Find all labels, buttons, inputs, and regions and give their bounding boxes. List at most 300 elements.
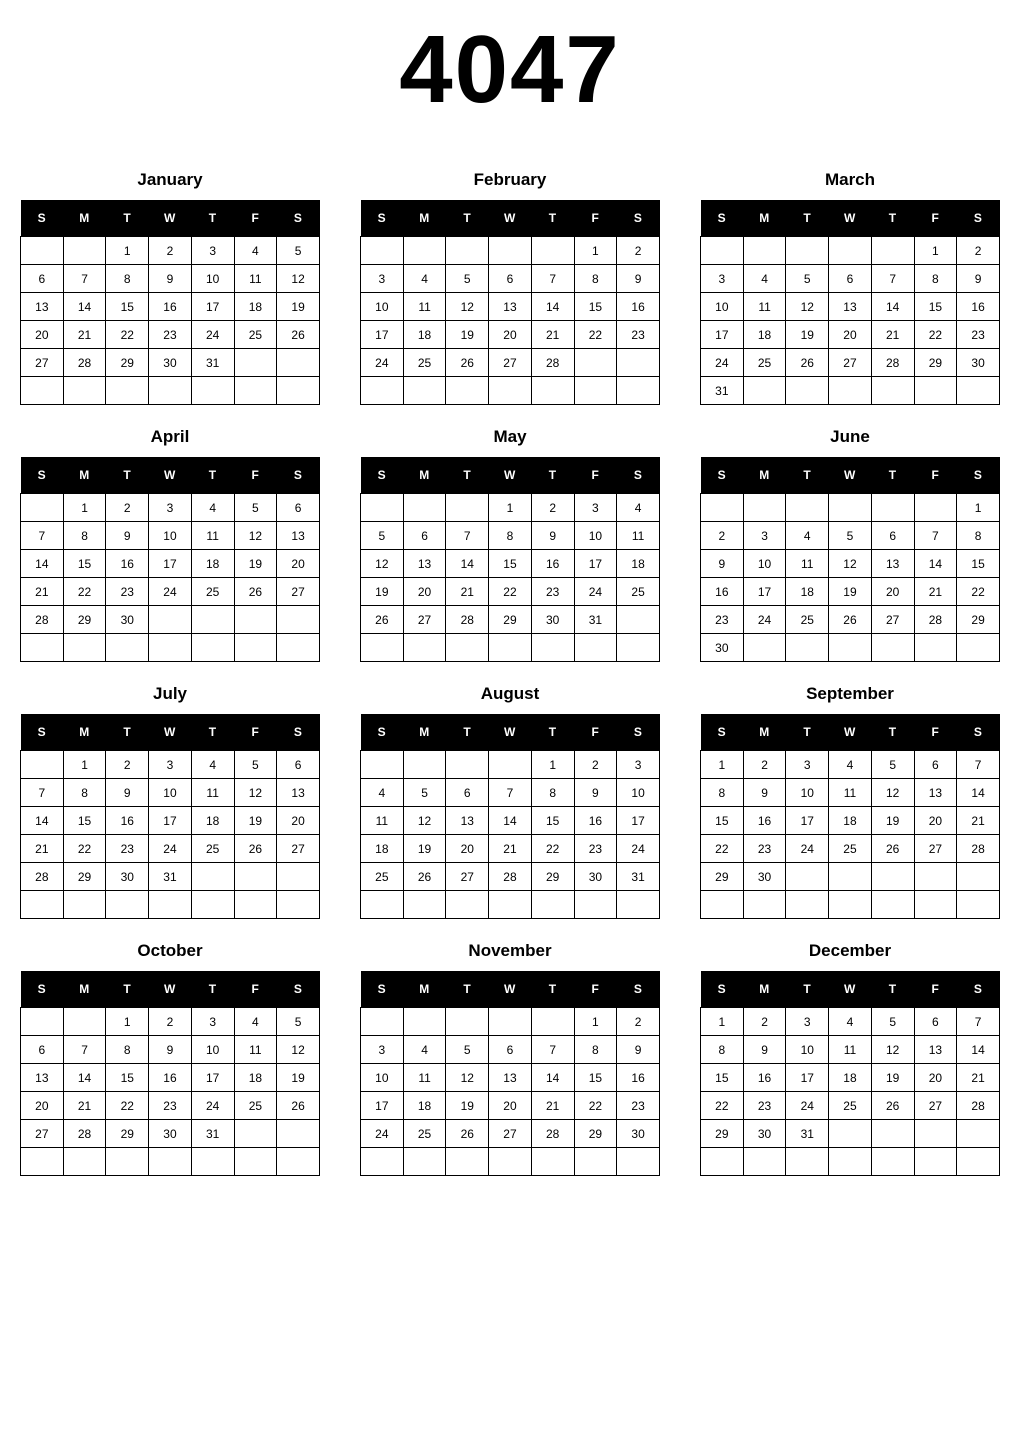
day-cell[interactable]: 11 xyxy=(361,807,404,835)
day-cell[interactable]: 28 xyxy=(531,349,574,377)
day-cell[interactable]: 3 xyxy=(786,751,829,779)
day-cell[interactable]: 5 xyxy=(277,1008,320,1036)
day-cell[interactable]: 20 xyxy=(21,1092,64,1120)
day-cell[interactable]: 12 xyxy=(446,293,489,321)
day-cell[interactable]: 8 xyxy=(106,1036,149,1064)
day-cell[interactable]: 2 xyxy=(106,494,149,522)
day-cell[interactable]: 20 xyxy=(871,578,914,606)
day-cell[interactable]: 12 xyxy=(234,779,277,807)
day-cell[interactable]: 23 xyxy=(149,1092,192,1120)
day-cell[interactable]: 19 xyxy=(446,1092,489,1120)
day-cell[interactable]: 15 xyxy=(63,550,106,578)
day-cell[interactable]: 14 xyxy=(63,293,106,321)
day-cell[interactable]: 19 xyxy=(361,578,404,606)
day-cell[interactable]: 13 xyxy=(914,779,957,807)
day-cell[interactable]: 18 xyxy=(829,807,872,835)
day-cell[interactable]: 23 xyxy=(617,1092,660,1120)
day-cell[interactable]: 1 xyxy=(63,751,106,779)
day-cell[interactable]: 11 xyxy=(234,1036,277,1064)
day-cell[interactable]: 6 xyxy=(277,494,320,522)
day-cell[interactable]: 11 xyxy=(191,522,234,550)
day-cell[interactable]: 10 xyxy=(617,779,660,807)
day-cell[interactable]: 8 xyxy=(574,265,617,293)
day-cell[interactable]: 27 xyxy=(277,578,320,606)
day-cell[interactable]: 7 xyxy=(531,265,574,293)
day-cell[interactable]: 11 xyxy=(829,1036,872,1064)
day-cell[interactable]: 14 xyxy=(489,807,532,835)
day-cell[interactable]: 25 xyxy=(234,321,277,349)
day-cell[interactable]: 10 xyxy=(191,265,234,293)
day-cell[interactable]: 26 xyxy=(403,863,446,891)
day-cell[interactable]: 3 xyxy=(786,1008,829,1036)
day-cell[interactable]: 12 xyxy=(871,779,914,807)
day-cell[interactable]: 4 xyxy=(191,751,234,779)
day-cell[interactable]: 14 xyxy=(63,1064,106,1092)
day-cell[interactable]: 4 xyxy=(829,1008,872,1036)
day-cell[interactable]: 3 xyxy=(617,751,660,779)
day-cell[interactable]: 30 xyxy=(743,863,786,891)
day-cell[interactable]: 9 xyxy=(574,779,617,807)
day-cell[interactable]: 27 xyxy=(489,1120,532,1148)
day-cell[interactable]: 31 xyxy=(191,1120,234,1148)
day-cell[interactable]: 16 xyxy=(617,1064,660,1092)
day-cell[interactable]: 2 xyxy=(701,522,744,550)
day-cell[interactable]: 8 xyxy=(63,522,106,550)
day-cell[interactable]: 2 xyxy=(957,237,1000,265)
day-cell[interactable]: 18 xyxy=(403,321,446,349)
day-cell[interactable]: 25 xyxy=(743,349,786,377)
day-cell[interactable]: 28 xyxy=(446,606,489,634)
day-cell[interactable]: 18 xyxy=(786,578,829,606)
day-cell[interactable]: 11 xyxy=(403,293,446,321)
day-cell[interactable]: 5 xyxy=(234,751,277,779)
day-cell[interactable]: 27 xyxy=(914,1092,957,1120)
day-cell[interactable]: 24 xyxy=(191,1092,234,1120)
day-cell[interactable]: 3 xyxy=(743,522,786,550)
day-cell[interactable]: 31 xyxy=(574,606,617,634)
day-cell[interactable]: 29 xyxy=(701,863,744,891)
day-cell[interactable]: 1 xyxy=(957,494,1000,522)
day-cell[interactable]: 5 xyxy=(361,522,404,550)
day-cell[interactable]: 14 xyxy=(21,807,64,835)
day-cell[interactable]: 4 xyxy=(829,751,872,779)
day-cell[interactable]: 14 xyxy=(531,1064,574,1092)
day-cell[interactable]: 22 xyxy=(957,578,1000,606)
day-cell[interactable]: 17 xyxy=(149,550,192,578)
day-cell[interactable]: 1 xyxy=(106,1008,149,1036)
day-cell[interactable]: 30 xyxy=(149,1120,192,1148)
day-cell[interactable]: 13 xyxy=(489,1064,532,1092)
day-cell[interactable]: 29 xyxy=(106,349,149,377)
day-cell[interactable]: 26 xyxy=(277,321,320,349)
day-cell[interactable]: 11 xyxy=(829,779,872,807)
day-cell[interactable]: 20 xyxy=(829,321,872,349)
day-cell[interactable]: 18 xyxy=(403,1092,446,1120)
day-cell[interactable]: 12 xyxy=(234,522,277,550)
day-cell[interactable]: 17 xyxy=(786,807,829,835)
day-cell[interactable]: 27 xyxy=(21,349,64,377)
day-cell[interactable]: 18 xyxy=(361,835,404,863)
day-cell[interactable]: 26 xyxy=(234,835,277,863)
day-cell[interactable]: 4 xyxy=(743,265,786,293)
day-cell[interactable]: 3 xyxy=(361,265,404,293)
day-cell[interactable]: 17 xyxy=(191,293,234,321)
day-cell[interactable]: 23 xyxy=(531,578,574,606)
day-cell[interactable]: 17 xyxy=(361,321,404,349)
day-cell[interactable]: 20 xyxy=(914,1064,957,1092)
day-cell[interactable]: 14 xyxy=(446,550,489,578)
day-cell[interactable]: 18 xyxy=(191,550,234,578)
day-cell[interactable]: 5 xyxy=(234,494,277,522)
day-cell[interactable]: 3 xyxy=(149,494,192,522)
day-cell[interactable]: 23 xyxy=(149,321,192,349)
day-cell[interactable]: 23 xyxy=(701,606,744,634)
day-cell[interactable]: 21 xyxy=(63,321,106,349)
day-cell[interactable]: 29 xyxy=(106,1120,149,1148)
day-cell[interactable]: 29 xyxy=(63,863,106,891)
day-cell[interactable]: 7 xyxy=(914,522,957,550)
day-cell[interactable]: 22 xyxy=(106,321,149,349)
day-cell[interactable]: 19 xyxy=(446,321,489,349)
day-cell[interactable]: 7 xyxy=(531,1036,574,1064)
day-cell[interactable]: 2 xyxy=(149,237,192,265)
day-cell[interactable]: 9 xyxy=(617,265,660,293)
day-cell[interactable]: 13 xyxy=(277,779,320,807)
day-cell[interactable]: 24 xyxy=(786,1092,829,1120)
day-cell[interactable]: 13 xyxy=(871,550,914,578)
day-cell[interactable]: 2 xyxy=(106,751,149,779)
day-cell[interactable]: 4 xyxy=(403,1036,446,1064)
day-cell[interactable]: 4 xyxy=(191,494,234,522)
day-cell[interactable]: 30 xyxy=(106,863,149,891)
day-cell[interactable]: 15 xyxy=(574,1064,617,1092)
day-cell[interactable]: 26 xyxy=(277,1092,320,1120)
day-cell[interactable]: 11 xyxy=(617,522,660,550)
day-cell[interactable]: 19 xyxy=(277,1064,320,1092)
day-cell[interactable]: 16 xyxy=(957,293,1000,321)
day-cell[interactable]: 7 xyxy=(489,779,532,807)
day-cell[interactable]: 15 xyxy=(63,807,106,835)
day-cell[interactable]: 15 xyxy=(701,1064,744,1092)
day-cell[interactable]: 22 xyxy=(531,835,574,863)
day-cell[interactable]: 8 xyxy=(63,779,106,807)
day-cell[interactable]: 21 xyxy=(871,321,914,349)
day-cell[interactable]: 14 xyxy=(957,1036,1000,1064)
day-cell[interactable]: 2 xyxy=(617,1008,660,1036)
day-cell[interactable]: 1 xyxy=(106,237,149,265)
day-cell[interactable]: 17 xyxy=(574,550,617,578)
day-cell[interactable]: 5 xyxy=(403,779,446,807)
day-cell[interactable]: 16 xyxy=(743,807,786,835)
day-cell[interactable]: 28 xyxy=(63,349,106,377)
day-cell[interactable]: 31 xyxy=(191,349,234,377)
day-cell[interactable]: 8 xyxy=(701,779,744,807)
day-cell[interactable]: 31 xyxy=(149,863,192,891)
day-cell[interactable]: 28 xyxy=(21,863,64,891)
day-cell[interactable]: 26 xyxy=(361,606,404,634)
day-cell[interactable]: 28 xyxy=(489,863,532,891)
day-cell[interactable]: 28 xyxy=(914,606,957,634)
day-cell[interactable]: 12 xyxy=(829,550,872,578)
day-cell[interactable]: 3 xyxy=(191,1008,234,1036)
day-cell[interactable]: 23 xyxy=(617,321,660,349)
day-cell[interactable]: 24 xyxy=(149,578,192,606)
day-cell[interactable]: 18 xyxy=(743,321,786,349)
day-cell[interactable]: 19 xyxy=(871,807,914,835)
day-cell[interactable]: 31 xyxy=(617,863,660,891)
day-cell[interactable]: 8 xyxy=(701,1036,744,1064)
day-cell[interactable]: 15 xyxy=(957,550,1000,578)
day-cell[interactable]: 27 xyxy=(446,863,489,891)
day-cell[interactable]: 13 xyxy=(914,1036,957,1064)
day-cell[interactable]: 21 xyxy=(21,835,64,863)
day-cell[interactable]: 4 xyxy=(234,1008,277,1036)
day-cell[interactable]: 21 xyxy=(446,578,489,606)
day-cell[interactable]: 31 xyxy=(786,1120,829,1148)
day-cell[interactable]: 8 xyxy=(957,522,1000,550)
day-cell[interactable]: 14 xyxy=(531,293,574,321)
day-cell[interactable]: 23 xyxy=(106,578,149,606)
day-cell[interactable]: 30 xyxy=(617,1120,660,1148)
day-cell[interactable]: 4 xyxy=(786,522,829,550)
day-cell[interactable]: 16 xyxy=(149,1064,192,1092)
day-cell[interactable]: 22 xyxy=(914,321,957,349)
day-cell[interactable]: 13 xyxy=(446,807,489,835)
day-cell[interactable]: 24 xyxy=(361,349,404,377)
day-cell[interactable]: 17 xyxy=(617,807,660,835)
day-cell[interactable]: 9 xyxy=(743,1036,786,1064)
day-cell[interactable]: 5 xyxy=(446,1036,489,1064)
day-cell[interactable]: 30 xyxy=(106,606,149,634)
day-cell[interactable]: 6 xyxy=(914,1008,957,1036)
day-cell[interactable]: 12 xyxy=(403,807,446,835)
day-cell[interactable]: 9 xyxy=(617,1036,660,1064)
day-cell[interactable]: 6 xyxy=(829,265,872,293)
day-cell[interactable]: 21 xyxy=(63,1092,106,1120)
day-cell[interactable]: 15 xyxy=(106,1064,149,1092)
day-cell[interactable]: 19 xyxy=(234,807,277,835)
day-cell[interactable]: 13 xyxy=(489,293,532,321)
day-cell[interactable]: 20 xyxy=(489,321,532,349)
day-cell[interactable]: 9 xyxy=(149,265,192,293)
day-cell[interactable]: 8 xyxy=(914,265,957,293)
day-cell[interactable]: 10 xyxy=(361,1064,404,1092)
day-cell[interactable]: 14 xyxy=(21,550,64,578)
day-cell[interactable]: 1 xyxy=(701,1008,744,1036)
day-cell[interactable]: 25 xyxy=(234,1092,277,1120)
day-cell[interactable]: 6 xyxy=(277,751,320,779)
day-cell[interactable]: 7 xyxy=(63,265,106,293)
day-cell[interactable]: 28 xyxy=(21,606,64,634)
day-cell[interactable]: 9 xyxy=(531,522,574,550)
day-cell[interactable]: 15 xyxy=(106,293,149,321)
day-cell[interactable]: 27 xyxy=(489,349,532,377)
day-cell[interactable]: 4 xyxy=(617,494,660,522)
day-cell[interactable]: 2 xyxy=(743,1008,786,1036)
day-cell[interactable]: 20 xyxy=(446,835,489,863)
day-cell[interactable]: 8 xyxy=(531,779,574,807)
day-cell[interactable]: 10 xyxy=(786,779,829,807)
day-cell[interactable]: 26 xyxy=(786,349,829,377)
day-cell[interactable]: 7 xyxy=(871,265,914,293)
day-cell[interactable]: 4 xyxy=(234,237,277,265)
day-cell[interactable]: 11 xyxy=(403,1064,446,1092)
day-cell[interactable]: 10 xyxy=(701,293,744,321)
day-cell[interactable]: 6 xyxy=(489,265,532,293)
day-cell[interactable]: 27 xyxy=(829,349,872,377)
day-cell[interactable]: 19 xyxy=(234,550,277,578)
day-cell[interactable]: 12 xyxy=(786,293,829,321)
day-cell[interactable]: 1 xyxy=(701,751,744,779)
day-cell[interactable]: 29 xyxy=(489,606,532,634)
day-cell[interactable]: 19 xyxy=(403,835,446,863)
day-cell[interactable]: 16 xyxy=(701,578,744,606)
day-cell[interactable]: 26 xyxy=(829,606,872,634)
day-cell[interactable]: 2 xyxy=(149,1008,192,1036)
day-cell[interactable]: 17 xyxy=(701,321,744,349)
day-cell[interactable]: 30 xyxy=(701,634,744,662)
day-cell[interactable]: 1 xyxy=(574,1008,617,1036)
day-cell[interactable]: 29 xyxy=(914,349,957,377)
day-cell[interactable]: 25 xyxy=(403,349,446,377)
day-cell[interactable]: 16 xyxy=(106,807,149,835)
day-cell[interactable]: 25 xyxy=(829,1092,872,1120)
day-cell[interactable]: 7 xyxy=(21,522,64,550)
day-cell[interactable]: 2 xyxy=(531,494,574,522)
day-cell[interactable]: 1 xyxy=(531,751,574,779)
day-cell[interactable]: 7 xyxy=(21,779,64,807)
day-cell[interactable]: 5 xyxy=(871,751,914,779)
day-cell[interactable]: 28 xyxy=(957,835,1000,863)
day-cell[interactable]: 13 xyxy=(277,522,320,550)
day-cell[interactable]: 28 xyxy=(957,1092,1000,1120)
day-cell[interactable]: 29 xyxy=(701,1120,744,1148)
day-cell[interactable]: 23 xyxy=(957,321,1000,349)
day-cell[interactable]: 23 xyxy=(574,835,617,863)
day-cell[interactable]: 9 xyxy=(149,1036,192,1064)
day-cell[interactable]: 25 xyxy=(191,835,234,863)
day-cell[interactable]: 25 xyxy=(829,835,872,863)
day-cell[interactable]: 3 xyxy=(149,751,192,779)
day-cell[interactable]: 30 xyxy=(957,349,1000,377)
day-cell[interactable]: 5 xyxy=(786,265,829,293)
day-cell[interactable]: 25 xyxy=(361,863,404,891)
day-cell[interactable]: 1 xyxy=(574,237,617,265)
day-cell[interactable]: 16 xyxy=(531,550,574,578)
day-cell[interactable]: 24 xyxy=(191,321,234,349)
day-cell[interactable]: 10 xyxy=(191,1036,234,1064)
day-cell[interactable]: 19 xyxy=(829,578,872,606)
day-cell[interactable]: 9 xyxy=(957,265,1000,293)
day-cell[interactable]: 28 xyxy=(531,1120,574,1148)
day-cell[interactable]: 1 xyxy=(63,494,106,522)
day-cell[interactable]: 20 xyxy=(403,578,446,606)
day-cell[interactable]: 24 xyxy=(701,349,744,377)
day-cell[interactable]: 2 xyxy=(617,237,660,265)
day-cell[interactable]: 1 xyxy=(489,494,532,522)
day-cell[interactable]: 3 xyxy=(701,265,744,293)
day-cell[interactable]: 19 xyxy=(786,321,829,349)
day-cell[interactable]: 15 xyxy=(574,293,617,321)
day-cell[interactable]: 3 xyxy=(191,237,234,265)
day-cell[interactable]: 10 xyxy=(743,550,786,578)
day-cell[interactable]: 15 xyxy=(531,807,574,835)
day-cell[interactable]: 29 xyxy=(957,606,1000,634)
day-cell[interactable]: 22 xyxy=(701,835,744,863)
day-cell[interactable]: 14 xyxy=(871,293,914,321)
day-cell[interactable]: 4 xyxy=(361,779,404,807)
day-cell[interactable]: 20 xyxy=(277,807,320,835)
day-cell[interactable]: 28 xyxy=(871,349,914,377)
day-cell[interactable]: 14 xyxy=(957,779,1000,807)
day-cell[interactable]: 4 xyxy=(403,265,446,293)
day-cell[interactable]: 15 xyxy=(701,807,744,835)
day-cell[interactable]: 17 xyxy=(361,1092,404,1120)
day-cell[interactable]: 20 xyxy=(21,321,64,349)
day-cell[interactable]: 10 xyxy=(149,522,192,550)
day-cell[interactable]: 15 xyxy=(489,550,532,578)
day-cell[interactable]: 25 xyxy=(617,578,660,606)
day-cell[interactable]: 6 xyxy=(21,1036,64,1064)
day-cell[interactable]: 22 xyxy=(574,321,617,349)
day-cell[interactable]: 27 xyxy=(21,1120,64,1148)
day-cell[interactable]: 6 xyxy=(403,522,446,550)
day-cell[interactable]: 20 xyxy=(914,807,957,835)
day-cell[interactable]: 23 xyxy=(743,1092,786,1120)
day-cell[interactable]: 5 xyxy=(871,1008,914,1036)
day-cell[interactable]: 6 xyxy=(21,265,64,293)
day-cell[interactable]: 29 xyxy=(531,863,574,891)
day-cell[interactable]: 24 xyxy=(743,606,786,634)
day-cell[interactable]: 30 xyxy=(531,606,574,634)
day-cell[interactable]: 6 xyxy=(871,522,914,550)
day-cell[interactable]: 8 xyxy=(574,1036,617,1064)
day-cell[interactable]: 26 xyxy=(871,835,914,863)
day-cell[interactable]: 29 xyxy=(574,1120,617,1148)
day-cell[interactable]: 2 xyxy=(574,751,617,779)
day-cell[interactable]: 26 xyxy=(871,1092,914,1120)
day-cell[interactable]: 18 xyxy=(829,1064,872,1092)
day-cell[interactable]: 7 xyxy=(957,1008,1000,1036)
day-cell[interactable]: 22 xyxy=(489,578,532,606)
day-cell[interactable]: 27 xyxy=(277,835,320,863)
day-cell[interactable]: 5 xyxy=(277,237,320,265)
day-cell[interactable]: 25 xyxy=(786,606,829,634)
day-cell[interactable]: 11 xyxy=(743,293,786,321)
day-cell[interactable]: 25 xyxy=(191,578,234,606)
day-cell[interactable]: 9 xyxy=(743,779,786,807)
day-cell[interactable]: 6 xyxy=(489,1036,532,1064)
day-cell[interactable]: 3 xyxy=(574,494,617,522)
day-cell[interactable]: 31 xyxy=(701,377,744,405)
day-cell[interactable]: 22 xyxy=(574,1092,617,1120)
day-cell[interactable]: 21 xyxy=(531,321,574,349)
day-cell[interactable]: 25 xyxy=(403,1120,446,1148)
day-cell[interactable]: 6 xyxy=(446,779,489,807)
day-cell[interactable]: 27 xyxy=(914,835,957,863)
day-cell[interactable]: 14 xyxy=(914,550,957,578)
day-cell[interactable]: 21 xyxy=(914,578,957,606)
day-cell[interactable]: 16 xyxy=(149,293,192,321)
day-cell[interactable]: 7 xyxy=(63,1036,106,1064)
day-cell[interactable]: 27 xyxy=(403,606,446,634)
day-cell[interactable]: 18 xyxy=(191,807,234,835)
day-cell[interactable]: 21 xyxy=(489,835,532,863)
day-cell[interactable]: 12 xyxy=(361,550,404,578)
day-cell[interactable]: 11 xyxy=(191,779,234,807)
day-cell[interactable]: 27 xyxy=(871,606,914,634)
day-cell[interactable]: 29 xyxy=(63,606,106,634)
